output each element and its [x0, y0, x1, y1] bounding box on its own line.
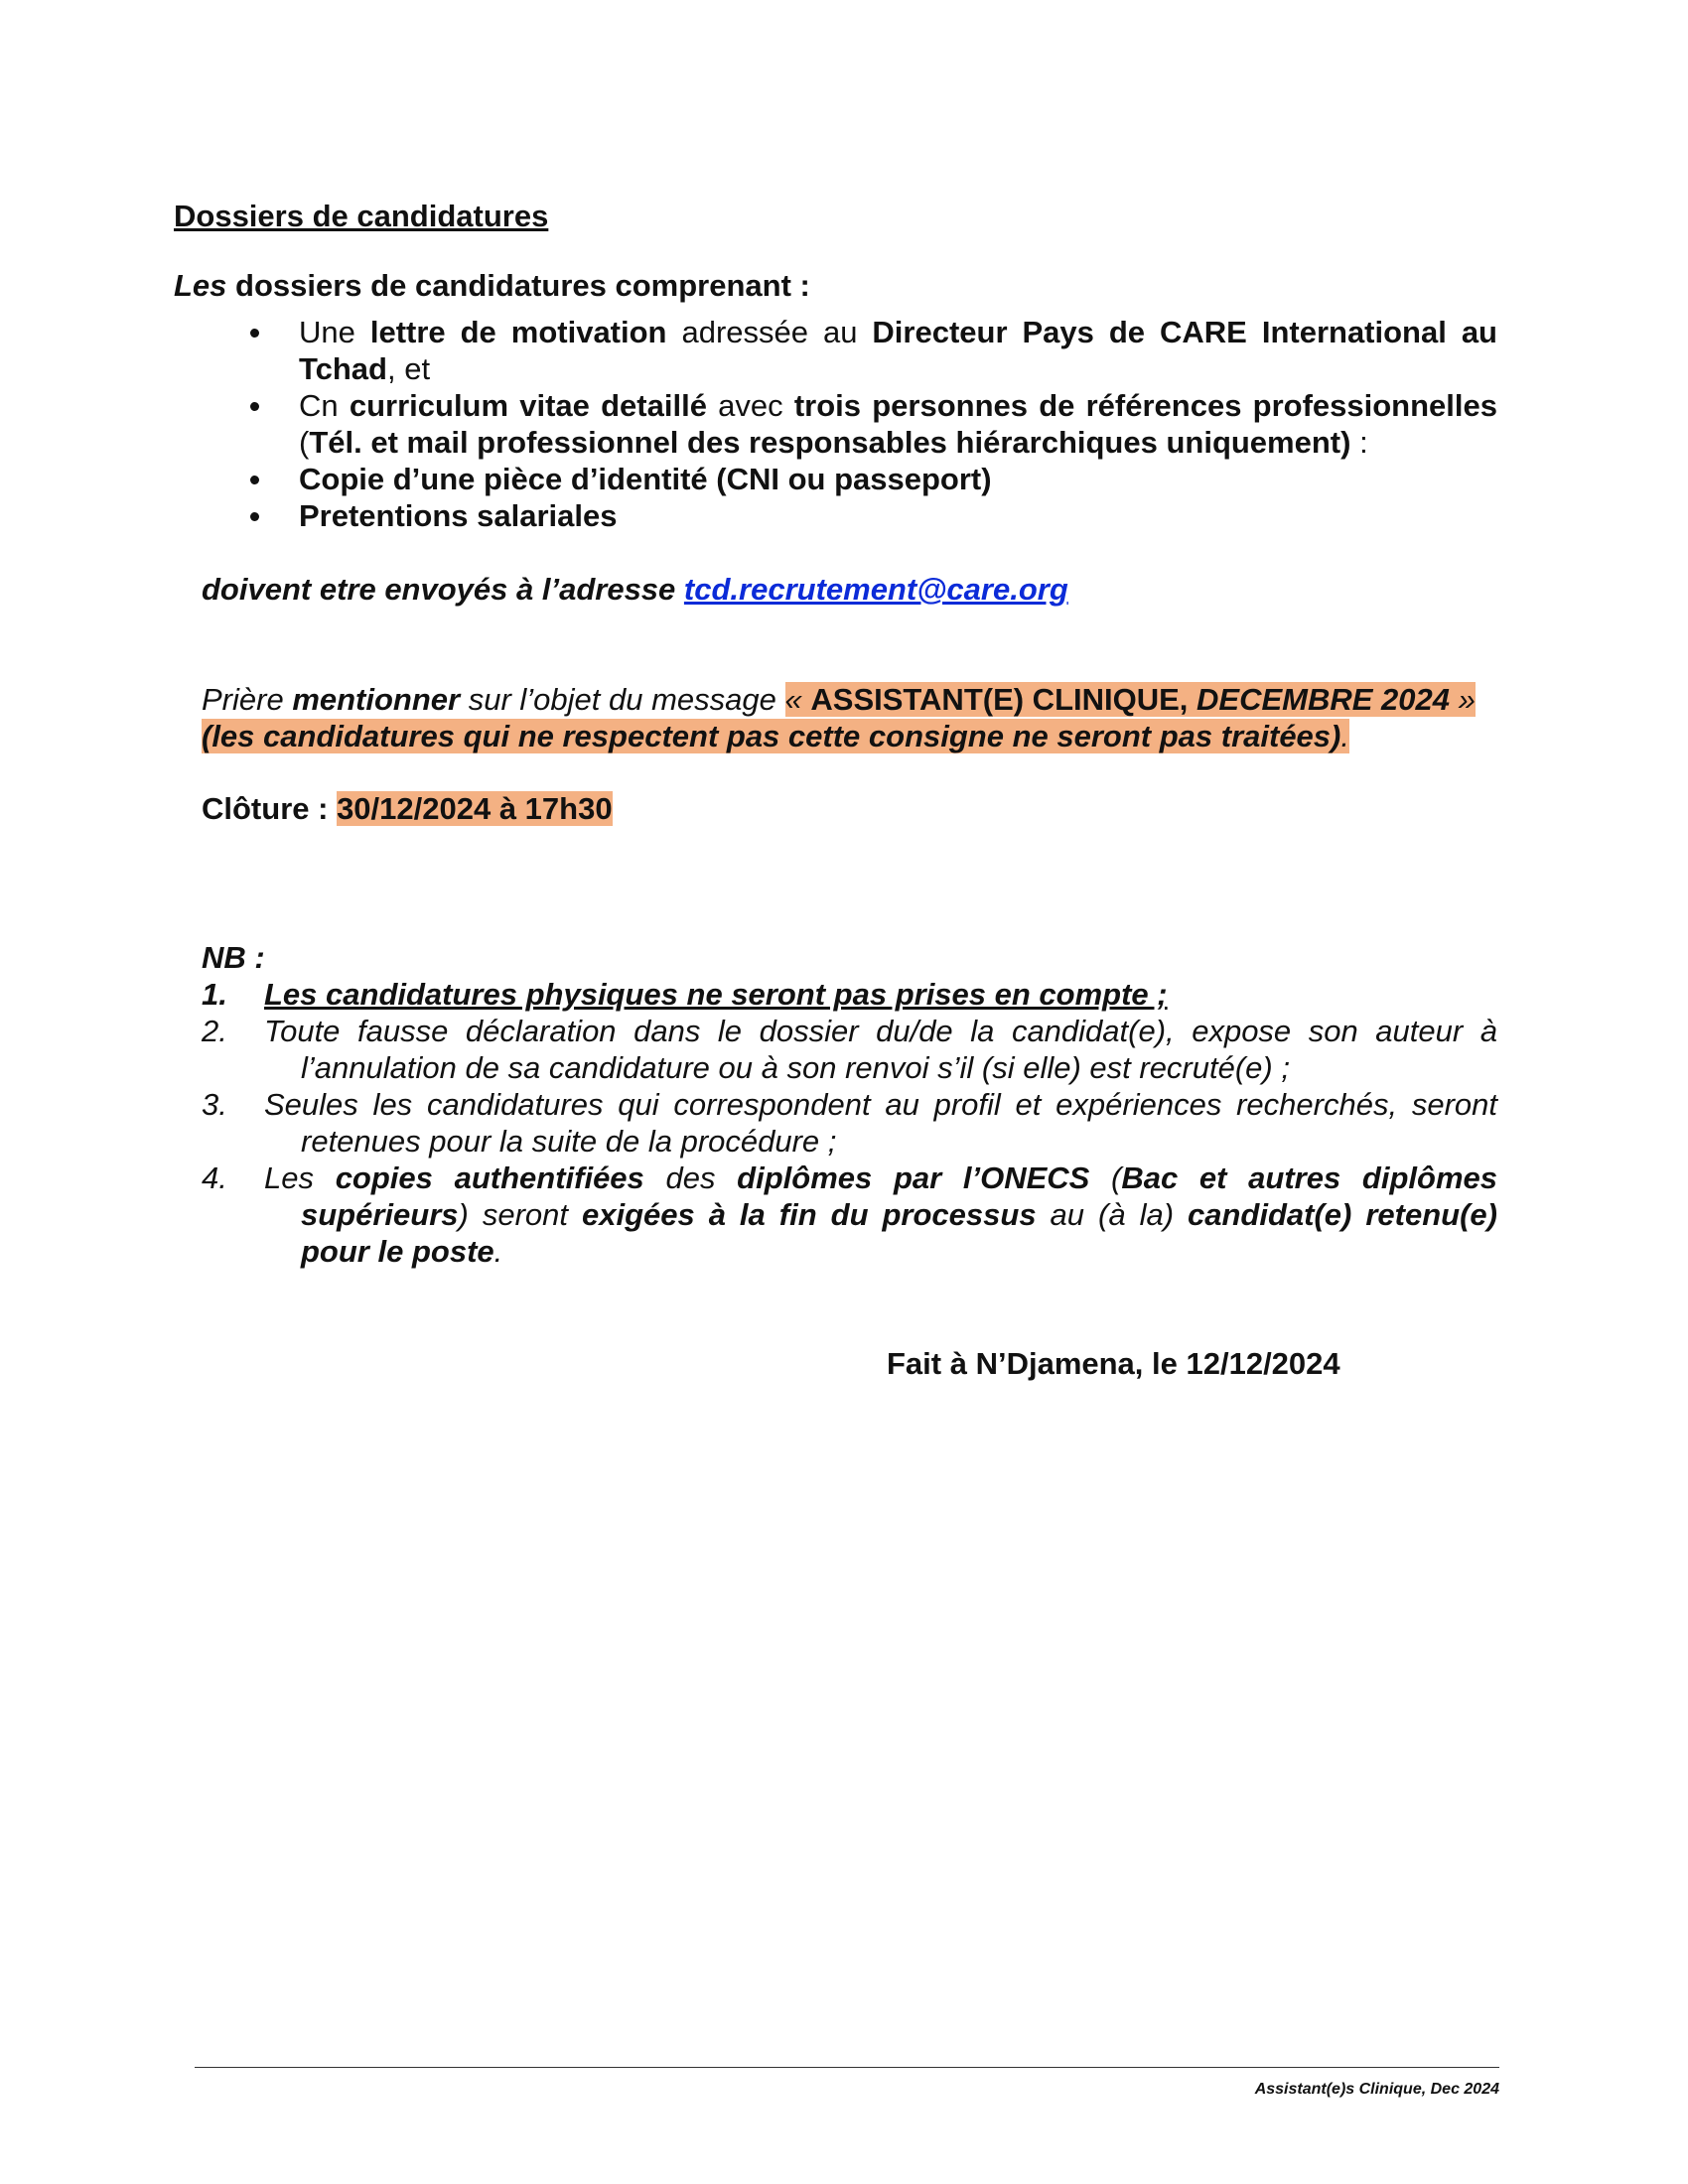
bold-text: Copie d’une pièce d’identité (CNI ou passeport)	[299, 462, 992, 496]
highlighted-text: »	[1450, 682, 1476, 717]
nb-list	[202, 976, 1497, 1270]
bold-text: curriculum vitae detaillé	[349, 388, 707, 423]
text: ) seront	[458, 1197, 582, 1232]
item-text: Seules les candidatures qui correspondent au profil et expériences recherchés, seront retenues pour la suite de la procédure ;	[264, 1087, 1497, 1159]
text: (	[1089, 1160, 1122, 1195]
closing-date	[202, 791, 613, 827]
list-item	[202, 976, 1497, 1013]
item-text: Les candidatures physiques ne seront pas prises en compte ;	[264, 977, 1168, 1012]
send-instruction	[202, 572, 1068, 608]
item-text: Toute fausse déclaration dans le dossier du/de la candidat(e), expose son auteur à l’annulation de sa candidature ou à son renvoi s’il (si elle) est recruté(e) ;	[264, 1014, 1497, 1085]
subject-date: DECEMBRE 2024	[1196, 682, 1451, 717]
bold-text: Tél. et mail professionnel des responsables hiérarchiques uniquement)	[309, 425, 1351, 460]
closing-value: 30/12/2024 à 17h30	[337, 791, 613, 826]
list-item	[202, 1160, 1497, 1270]
subject-title: ASSISTANT(E) CLINIQUE,	[810, 682, 1197, 717]
footer-divider	[195, 2067, 1499, 2068]
text: Une	[299, 315, 370, 349]
highlighted-text: «	[784, 682, 811, 717]
list-item	[246, 461, 1497, 497]
bold-text: candidat(e) retenu(e) pour le poste	[301, 1197, 1497, 1269]
text: :	[1350, 425, 1368, 460]
text: Cn	[299, 388, 350, 423]
text: .	[493, 1234, 503, 1269]
bold-text: lettre de motivation	[369, 315, 667, 349]
text: Les	[264, 1160, 336, 1195]
bold-text: Pretentions salariales	[299, 498, 618, 533]
send-text: doivent etre envoyés à l’adresse	[202, 572, 684, 607]
text: Prière	[202, 682, 293, 717]
list-item	[246, 314, 1497, 387]
text: au (à la)	[1036, 1197, 1188, 1232]
footer-text: Assistant(e)s Clinique, Dec 2024	[1254, 2081, 1499, 2098]
item-number: 1.	[202, 977, 227, 1012]
intro-line	[174, 268, 810, 304]
bold-text: trois personnes de références professionnelles	[793, 388, 1497, 423]
signature-line: Fait à N’Djamena, le 12/12/2024	[887, 1346, 1340, 1381]
section-heading: Dossiers de candidatures	[174, 199, 549, 233]
text: sur l’objet du message	[460, 682, 785, 717]
bold-text: mentionner	[292, 682, 461, 717]
item-number: 3.	[202, 1087, 227, 1122]
intro-les: Les	[174, 268, 227, 303]
nb-title: NB :	[202, 940, 265, 975]
list-item	[246, 387, 1497, 461]
text: des	[643, 1160, 738, 1195]
bold-text: diplômes par l’ONECS	[737, 1160, 1090, 1195]
intro-text: dossiers de candidatures comprenant :	[226, 268, 810, 303]
item-number: 4.	[202, 1160, 227, 1195]
list-item	[246, 497, 1497, 534]
subject-instruction	[202, 681, 1497, 754]
bold-text: copies authentifiées	[335, 1160, 644, 1195]
text: adressée au	[666, 315, 873, 349]
text: (	[299, 425, 310, 460]
list-item	[202, 1086, 1497, 1160]
email-link[interactable]: tcd.recrutement@care.org	[683, 572, 1068, 607]
bold-text: Directeur Pays de CARE International au Tchad	[299, 315, 1497, 386]
item-number: 2.	[202, 1014, 227, 1048]
subject-warning: (les candidatures qui ne respectent pas cette consigne ne seront pas traitées)	[202, 719, 1341, 753]
text: avec	[706, 388, 794, 423]
requirements-list	[246, 314, 1497, 534]
bold-text: Bac et autres diplômes supérieurs	[301, 1160, 1497, 1232]
list-item	[202, 1013, 1497, 1086]
text: , et	[387, 351, 431, 386]
closing-label: Clôture :	[202, 791, 338, 826]
text: .	[1340, 719, 1349, 753]
bold-text: exigées à la fin du processus	[581, 1197, 1037, 1232]
